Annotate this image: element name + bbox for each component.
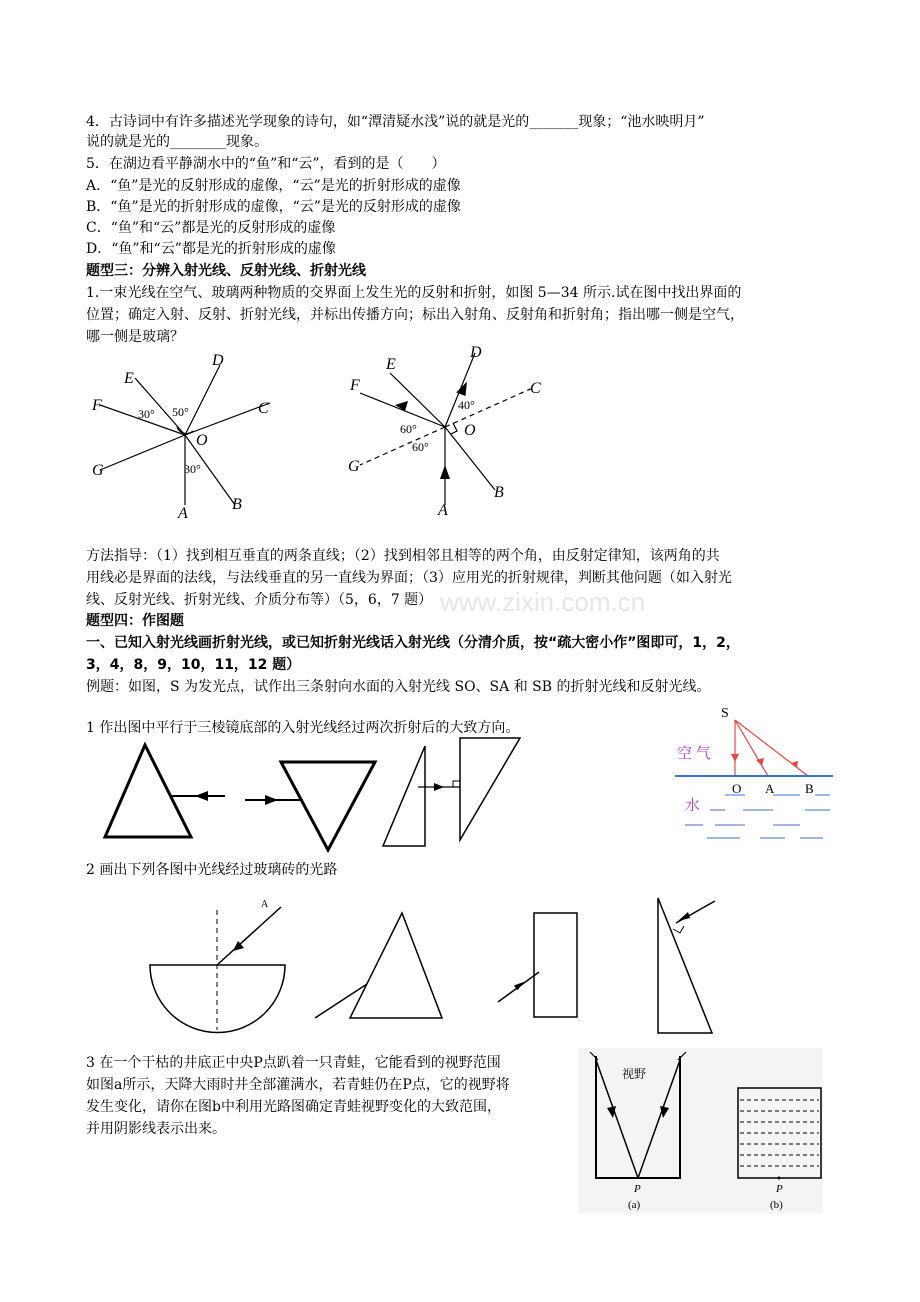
type4-q3-line-3: 发生变化，请你在图b中利用光路图确定青蛙视野变化的大致范围， bbox=[86, 1099, 501, 1115]
fig2-label-a: A bbox=[438, 502, 448, 519]
q5-option-c: C．“鱼”和“云”都是光的反射形成的虚像 bbox=[86, 220, 336, 236]
triangle-glass-figure bbox=[312, 910, 442, 1030]
type4-example: 例题：如图，S 为发光点，试作出三条射向水面的入射光线 SO、SA 和 SB 的折射光线和反射光线。 bbox=[86, 679, 711, 695]
fig2-label-c: C bbox=[530, 380, 541, 397]
fig1-angle-30-lower: 30° bbox=[184, 462, 201, 476]
fig2-angle-60: 60° bbox=[400, 422, 417, 436]
ray-a-label: A bbox=[261, 899, 269, 910]
watermark: www.zixin.com.cn bbox=[440, 587, 646, 617]
type4-heading: 题型四：作图题 bbox=[86, 613, 184, 629]
figure-a-label: (a) bbox=[628, 1199, 641, 1211]
well-figure bbox=[578, 1048, 823, 1213]
fig2-label-o: O bbox=[464, 422, 476, 439]
type4-q3-line-1: 3 在一个干枯的井底正中央P点趴着一只青蛙，它能看到的视野范围 bbox=[86, 1055, 501, 1071]
fig1-label-o: O bbox=[196, 432, 208, 449]
fig2-label-e: E bbox=[386, 356, 396, 373]
point-o-label: O bbox=[732, 781, 742, 796]
type3-heading: 题型三：分辨入射光线、反射光线、折射光线 bbox=[86, 263, 366, 279]
fig2-label-f: F bbox=[350, 377, 360, 394]
q4-line-1: 4．古诗词中有许多描述光学现象的诗句，如“潭清疑水浅”说的就是光的_______现象；“池水映明月” bbox=[86, 114, 705, 130]
fig1-label-e: E bbox=[124, 370, 134, 387]
q5-stem: 5．在湖边看平静湖水中的“鱼”和“云”，看到的是（ ） bbox=[86, 156, 446, 172]
type4-sub-line-1: 一、已知入射光线画折射光线，或已知折射光线话入射光线（分清介质，按“疏大密小作”图即可，1，2， bbox=[86, 635, 740, 651]
fig2-angle-40: 40° bbox=[458, 398, 475, 412]
fig1-label-b: B bbox=[232, 496, 242, 513]
figure-b-label: (b) bbox=[770, 1199, 783, 1211]
fig2-label-b: B bbox=[494, 484, 504, 501]
fig1-label-g: G bbox=[92, 462, 104, 479]
type3-q1-line-1: 1.一束光线在空气、玻璃两种物质的交界面上发生光的反射和折射，如图 5—34 所示.试在图中找出界面的 bbox=[86, 285, 742, 301]
method-line-2: 用线必是界面的法线，与法线垂直的另一直线为界面；（3）应用光的折射规律，判断其他问题（如入射光 bbox=[86, 570, 732, 586]
type4-sub-line-2: 3，4，8，9，10，11，12 题） bbox=[86, 657, 301, 673]
right-prism-figure bbox=[410, 735, 520, 845]
type3-q1-line-2: 位置；确定入射、反射、折射光线，并标出传播方向；标出入射角、反射角和折射角；指出哪一侧是空气， bbox=[86, 307, 744, 323]
fig2-angle-60-lower: 60° bbox=[412, 440, 429, 454]
fig2-label-d: D bbox=[470, 344, 482, 361]
fig1-label-f: F bbox=[92, 397, 102, 414]
rectangle-glass-figure bbox=[495, 910, 595, 1020]
fig1-angle-30: 30° bbox=[138, 407, 155, 421]
water-label: 水 bbox=[685, 798, 701, 814]
water-reflection-figure bbox=[665, 700, 845, 845]
q4-line-2: 说的就是光的________现象。 bbox=[86, 134, 268, 150]
method-line-3: 线、反射光线、折射光线、介质分布等）（5，6，7 题） bbox=[86, 592, 433, 608]
frog-p-label-a: P bbox=[634, 1183, 641, 1195]
fig1-label-d: D bbox=[212, 352, 224, 369]
reflection-figure-1 bbox=[80, 345, 310, 520]
q5-option-b: B．“鱼”是光的折射形成的虚像，“云”是光的反射形成的虚像 bbox=[86, 199, 461, 215]
fig2-label-g: G bbox=[348, 458, 360, 475]
point-b-label: B bbox=[805, 781, 814, 796]
frog-p-label-b: P bbox=[776, 1183, 783, 1195]
fig1-label-a: A bbox=[178, 505, 188, 522]
type4-q1: 1 作出图中平行于三棱镜底部的入射光线经过两次折射后的大致方向。 bbox=[86, 720, 520, 736]
view-label: 视野 bbox=[622, 1067, 647, 1081]
q5-option-d: D．“鱼”和“云”都是光的折射形成的虚像 bbox=[86, 241, 336, 257]
point-a-label: A bbox=[765, 781, 775, 796]
fig1-angle-50: 50° bbox=[172, 405, 189, 419]
prism-figures bbox=[100, 742, 440, 842]
type3-q1-line-3: 哪一侧是玻璃？ bbox=[86, 329, 184, 345]
semicircle-glass-figure bbox=[145, 895, 295, 1035]
q5-option-a: A．“鱼”是光的反射形成的虚像，“云”是光的折射形成的虚像 bbox=[86, 178, 461, 194]
type4-q3-line-2: 如图a所示，天降大雨时井全部灌满水，若青蛙仍在P点，它的视野将 bbox=[86, 1077, 510, 1093]
right-triangle-glass-figure bbox=[650, 895, 730, 1035]
fig1-label-c: C bbox=[258, 400, 269, 417]
type4-q3-line-4: 并用阴影线表示出来。 bbox=[86, 1121, 226, 1137]
type4-q2: 2 画出下列各图中光线经过玻璃砖的光路 bbox=[86, 862, 338, 878]
air-label: 空 气 bbox=[677, 746, 711, 762]
method-line-1: 方法指导：（1）找到相互垂直的两条直线；（2）找到相邻且相等的两个角，由反射定律知，该两角的共 bbox=[86, 548, 720, 564]
reflection-figure-2 bbox=[340, 345, 570, 520]
source-s-label: S bbox=[721, 706, 729, 721]
